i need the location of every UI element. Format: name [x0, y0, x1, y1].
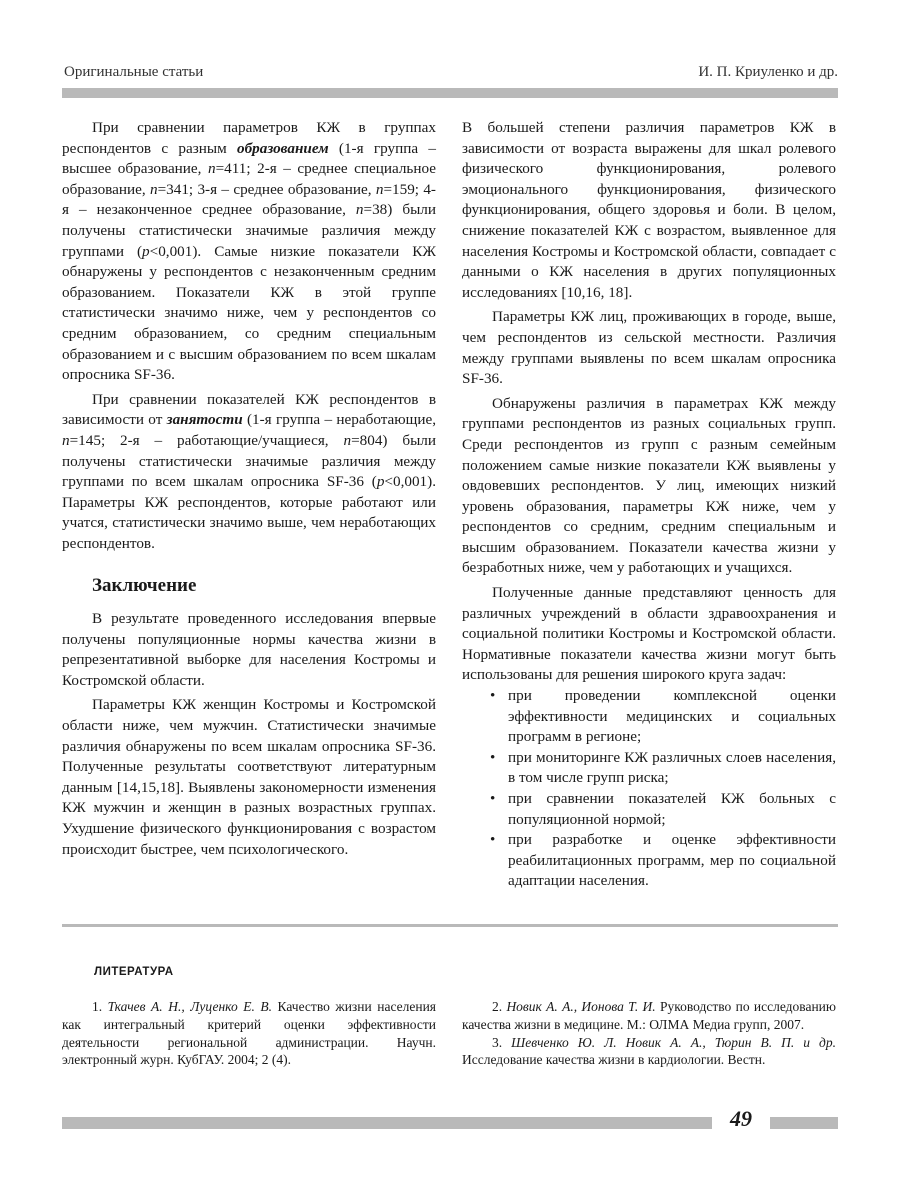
paragraph-conclusion-1: В результате проведенного исследования впервые получены популяционные нормы качества жизни в репрезентативной выборке для населения Костромы и Костромской области.: [62, 610, 436, 689]
bullet-icon: •: [490, 831, 496, 849]
reference-text: Качество жизни населения как интегральный критерий оценки эффективности деятельности региональной администрации. Научн. электронный журн. КубГАУ. 2004; 2 (4).: [62, 999, 436, 1068]
emphasis-employment: занятости: [166, 411, 243, 429]
reference-number: 1.: [92, 999, 108, 1014]
list-item: [490, 789, 836, 830]
paragraph-social-groups: Обнаружены различия в параметрах КЖ между группами респондентов из разных социальных групп. Среди респондентов из групп с разным семейным положением самые низкие показатели КЖ выявлены у овдовевших респондентов. У лиц, имеющих низкий уровень образования, параметры КЖ ниже, чем у респондентов со средним, средним специальным и высшим образованием. Показатели качества жизни у безработных ниже, чем у работающих и учащихся.: [462, 394, 836, 577]
text-run: При сравнении показателей КЖ респондентов в зависимости от: [62, 390, 436, 429]
text-run: <0,001). Самые низкие показатели КЖ обнаружены у респондентов с незаконченным средним образованием. Показатели КЖ в этой группе статистически значимо ниже, чем у респондентов со средним образованием, со средним специальным образованием и с высшим образованием по всем шкалам опросника SF-36.: [62, 242, 436, 384]
n-symbol: n: [343, 431, 352, 449]
right-column: [462, 118, 836, 892]
text-run: =411; 2-я – среднее специальное образование,: [62, 160, 436, 198]
list-item: [490, 748, 836, 789]
header-rule: [62, 88, 838, 98]
reference-number: 3.: [492, 1034, 512, 1050]
n-symbol: n: [149, 180, 158, 198]
bullet-icon: •: [490, 687, 496, 705]
list-item-text: при сравнении показателей КЖ больных с популяционной нормой;: [508, 790, 836, 828]
text-run: =159; 4-я – незаконченное среднее образование,: [62, 180, 436, 219]
reference-text: Исследование качества жизни в кардиологии. Вестн.: [462, 1052, 766, 1068]
emphasis-education: образованием: [237, 139, 329, 157]
reference-authors: Шевченко Ю. Л. Новик А. А., Тюрин В. П. и др.: [511, 1034, 837, 1050]
paragraph-urban-rural: Параметры КЖ лиц, проживающих в городе, выше, чем респондентов из сельской местности. Различия между группами выявлены по всем шкалам опросника SF-36.: [462, 308, 836, 388]
page-number: 49: [730, 1106, 752, 1131]
footer-rule-right: [770, 1117, 838, 1129]
running-header-section: Оригинальные статьи: [64, 64, 204, 80]
list-item-text: при проведении комплексной оценки эффективности медицинских и социальных программ в регионе;: [508, 687, 836, 746]
reference-3: [462, 1034, 836, 1070]
text-run: =341; 3-я – среднее образование,: [157, 180, 376, 198]
bullet-icon: •: [490, 790, 496, 807]
left-column: [62, 118, 436, 860]
paragraph-conclusion-2: Параметры КЖ женщин Костромы и Костромской области ниже, чем мужчин. Статистически значимые различия обнаружены по всем шкалам опросника SF-36. Полученные результаты соответствуют литературным данным [14,15,18]. Выявлены закономерности изменения КЖ мужчин и женщин в разных возрастных группах. Ухудшение физического функционирования с возрастом происходит быстрее, чем психологического.: [62, 696, 436, 858]
footer-rule-left: [62, 1117, 712, 1129]
section-heading-conclusion: Заключение: [92, 575, 197, 597]
n-symbol: n: [208, 160, 216, 178]
text-run: <0,001). Параметры КЖ респондентов, которые работают или учатся, статистически значимо выше, чем неработающих респондентов.: [62, 473, 436, 552]
n-symbol: n: [62, 431, 70, 449]
references-divider: [62, 924, 838, 927]
paragraph-education: [62, 118, 436, 386]
reference-number: 2.: [492, 999, 507, 1014]
paragraph-value: Полученные данные представляют ценность для различных учреждений в области здравоохранения и социальной политики Костромы и Костромской области. Нормативные показатели качества жизни могут быть использованы для решения широкого круга задач:: [462, 584, 836, 684]
reference-authors: Новик А. А., Ионова Т. И.: [506, 999, 656, 1014]
references-heading: ЛИТЕРАТУРА: [94, 966, 174, 978]
p-symbol: p: [376, 473, 385, 491]
text-run: =804) были получены статистически значимые различия между группами по всем шкалам опросника SF-36 (: [62, 431, 436, 491]
references-right: [462, 998, 836, 1069]
text-run: =38) были получены статистически значимые различия между группами (: [62, 201, 437, 260]
list-item: [490, 686, 836, 748]
list-item: [490, 830, 836, 892]
running-header-authors: И. П. Криуленко и др.: [698, 64, 838, 80]
text-run: (1-я группа – высшее образование,: [62, 139, 436, 178]
bullet-icon: •: [490, 748, 496, 766]
text-run: =145; 2-я – работающие/учащиеся,: [69, 431, 344, 449]
p-symbol: p: [142, 242, 150, 260]
task-list: [462, 686, 836, 892]
reference-1: [62, 998, 436, 1069]
text-run: (1-я группа – неработающие,: [242, 411, 436, 429]
list-item-text: при мониторинге КЖ различных слоев населения, в том числе групп риска;: [508, 748, 836, 787]
text-run: При сравнении параметров КЖ в группах респондентов с разным: [62, 119, 436, 157]
reference-authors: Ткачев А. Н., Луценко Е. В.: [107, 999, 272, 1014]
reference-text: Руководство по исследованию качества жизни в медицине. М.: ОЛМА Медиа групп, 2007.: [462, 999, 836, 1032]
n-symbol: n: [355, 201, 364, 219]
reference-2: [462, 998, 836, 1034]
n-symbol: n: [375, 180, 384, 198]
references-left: [62, 998, 436, 1069]
list-item-text: при разработке и оценке эффективности реабилитационных программ, мер по социальной адаптации населения.: [508, 831, 836, 890]
paragraph-employment: [62, 390, 436, 555]
paragraph-age: В большей степени различия параметров КЖ в зависимости от возраста выражены для шкал ролевого физического функционирования, ролевого эмоционального функционирования, физического функционирования, общего здоровья и боли. В целом, снижение показателей КЖ с возрастом, выявленное для населения Костромы и Костромской области, совпадает с данными о КЖ населения в других популяционных исследованиях [10,16, 18].: [462, 119, 836, 301]
